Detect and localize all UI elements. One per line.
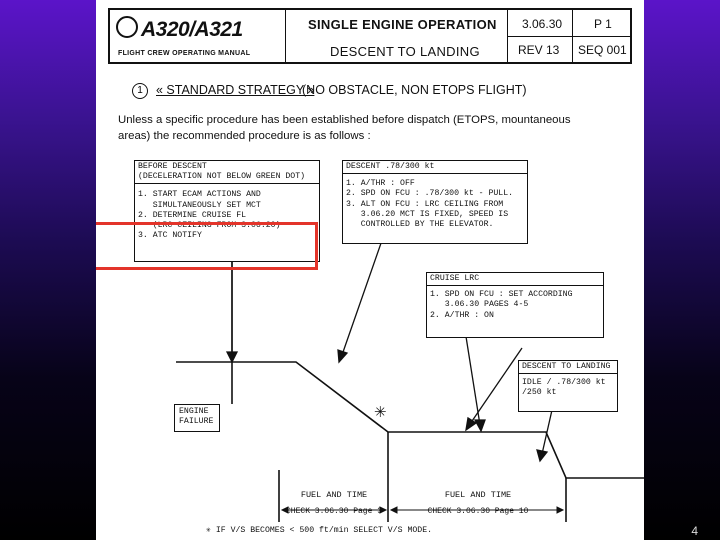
- landing-heading: DESCENT TO LANDING: [519, 361, 617, 374]
- descent-profile-diagram: [96, 0, 644, 540]
- strategy-title: « STANDARD STRATEGY »: [156, 83, 315, 97]
- fuel-time-label-left: FUEL AND TIME: [300, 490, 368, 500]
- footnote: ✳ IF V/S BECOMES < 500 ft/min SELECT V/S MODE.: [206, 526, 433, 535]
- check-ref-right: CHECK 3.06.30 Page 10: [427, 507, 529, 516]
- cruise-heading: CRUISE LRC: [427, 273, 603, 286]
- landing-items: IDLE / .78/300 kt /250 kt: [522, 378, 606, 398]
- step-number-badge: 1: [132, 83, 148, 99]
- manual-name: FLIGHT CREW OPERATING MANUAL: [118, 50, 251, 57]
- intro-line-2: areas) the recommended procedure is as follows :: [118, 130, 371, 142]
- arrow-landing: [470, 348, 522, 424]
- engine-failure-box: [174, 404, 220, 432]
- fuel-time-label-right: FUEL AND TIME: [444, 490, 512, 500]
- engine-failure-label: ENGINE FAILURE: [179, 407, 214, 427]
- landing-box: [518, 360, 618, 412]
- cruise-box: [426, 272, 604, 338]
- sequence: SEQ 001: [578, 43, 627, 57]
- revision: REV 13: [518, 43, 560, 57]
- chapter-title: SINGLE ENGINE OPERATION: [308, 17, 497, 32]
- page-number: P 1: [594, 17, 612, 31]
- strategy-subtitle: (NO OBSTACLE, NON ETOPS FLIGHT): [302, 83, 527, 97]
- manual-page: [96, 0, 644, 540]
- before-descent-items: 1. START ECAM ACTIONS AND SIMULTANEOUSLY SET MCT 2. DETERMINE CRUISE FL (LRC CEILING FROM 3.06.20) 3. ATC NOTIFY: [138, 190, 281, 241]
- highlight-box: [96, 222, 318, 270]
- asterisk-icon: ✳: [374, 404, 387, 421]
- section-title: DESCENT TO LANDING: [330, 44, 480, 59]
- slide-number: 4: [691, 524, 698, 538]
- section-number: 3.06.30: [522, 17, 563, 31]
- descent-items: 1. A/THR : OFF 2. SPD ON FCU : .78/300 kt - PULL. 3. ALT ON FCU : LRC CEILING FROM 3.06.20 MCT IS FIXED, SPEED IS CONTROLLED BY THE ELEVATOR.: [346, 179, 514, 230]
- cruise-items: 1. SPD ON FCU : SET ACCORDING 3.06.30 PAGES 4-5 2. A/THR : ON: [430, 290, 573, 320]
- aircraft-type: A320/A321: [141, 18, 243, 41]
- before-descent-heading: BEFORE DESCENT (DECELERATION NOT BELOW GREEN DOT): [135, 161, 319, 184]
- descent-box: [342, 160, 528, 244]
- check-ref-left: CHECK 3.06.30 Page 3: [285, 507, 382, 516]
- descent-heading: DESCENT .78/300 kt: [343, 161, 527, 174]
- intro-line-1: Unless a specific procedure has been established before dispatch (ETOPS, mountaneous: [118, 114, 571, 126]
